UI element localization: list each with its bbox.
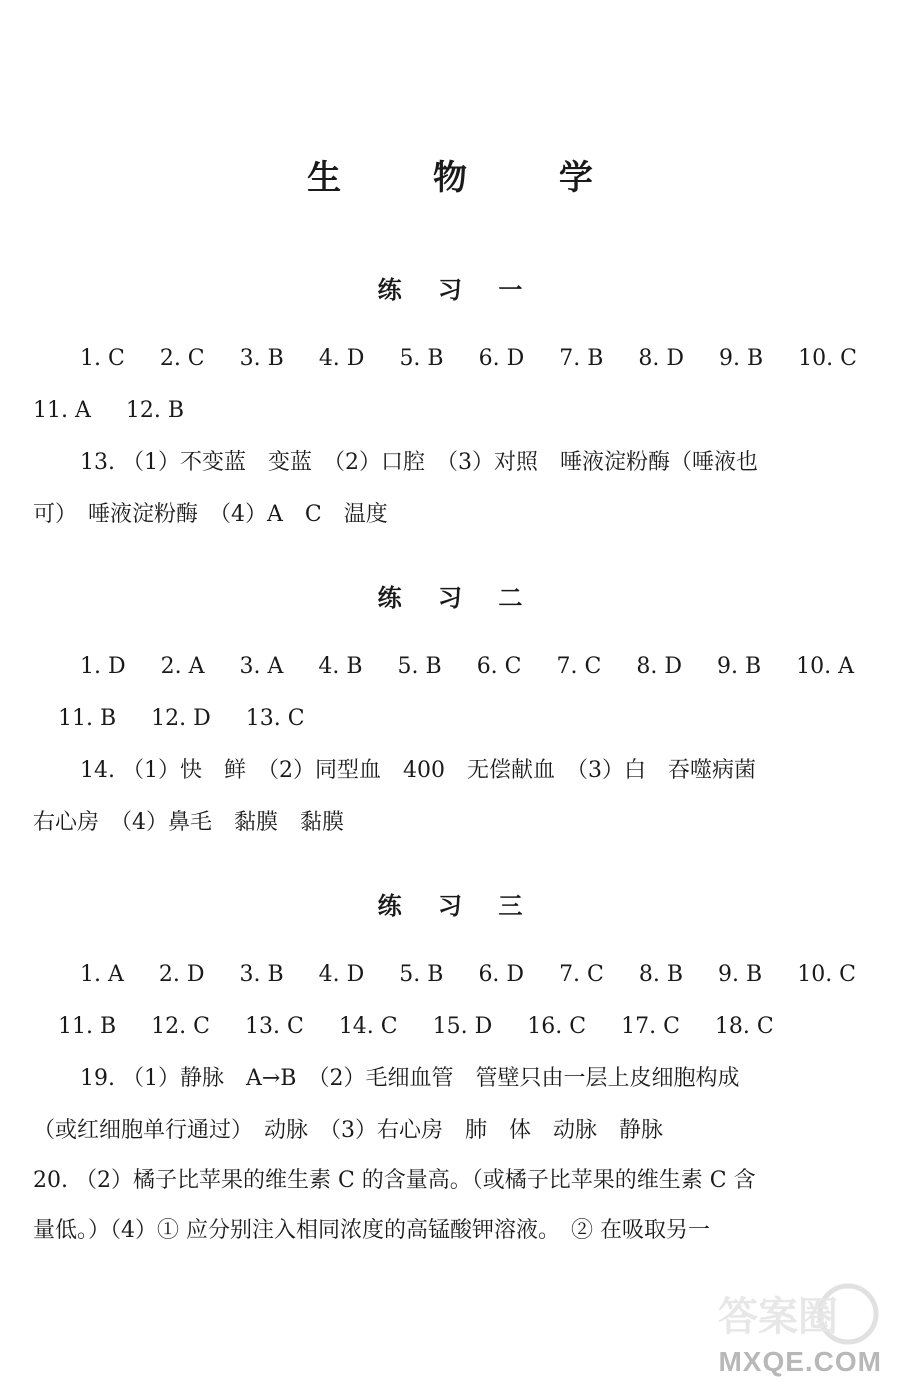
answer-item: 15. D	[432, 1014, 493, 1039]
answer-item: 4. D	[318, 962, 365, 987]
answer-item: 5. B	[399, 346, 444, 371]
answer-item: 6. C	[476, 654, 522, 679]
answer-item: 3. B	[239, 346, 284, 371]
answer-item: 7. B	[559, 346, 604, 371]
answer-item: 9. B	[716, 654, 762, 679]
section-heading-1: 练 习 一	[377, 275, 537, 304]
ex3-q20-line2: 量低。）（4）① 应分别注入相同浓度的高锰酸钾溶液。 ② 在吸取另一	[33, 1218, 710, 1243]
answer-item: 3. B	[239, 962, 284, 987]
ex2-q14-line2: 右心房 （4）鼻毛 黏膜 黏膜	[33, 810, 344, 835]
answer-item: 6. D	[478, 962, 525, 987]
answer-item: 5. B	[397, 654, 442, 679]
answer-item: 1. A	[80, 962, 124, 987]
answer-item: 13. C	[244, 1014, 304, 1039]
answer-item: 11. A	[33, 398, 91, 423]
ex2-answers-row1	[80, 656, 880, 678]
answer-item: 17. C	[621, 1014, 680, 1039]
answer-item: 2. A	[160, 654, 205, 679]
page-title: 生 物 学	[307, 158, 633, 198]
answer-item: 4. D	[318, 346, 365, 371]
answer-item: 16. C	[527, 1014, 587, 1039]
answer-item: 2. D	[158, 962, 205, 987]
answer-item: 5. B	[399, 962, 444, 987]
ex2-answers-row2	[58, 708, 858, 730]
answer-item: 1. D	[80, 654, 126, 679]
answer-item: 13. C	[245, 706, 305, 731]
answer-item: 8. D	[638, 346, 684, 371]
answer-item: 11. B	[58, 1014, 117, 1039]
ex3-q19-line1: 19. （1）静脉 A→B （2）毛细血管 管壁只由一层上皮细胞构成	[80, 1066, 740, 1091]
answer-item: 10. A	[796, 654, 854, 679]
answer-item: 14. C	[338, 1014, 398, 1039]
answer-item: 7. C	[559, 962, 604, 987]
watermark-url: MXQE.COM	[718, 1346, 882, 1377]
answer-item: 4. B	[318, 654, 363, 679]
answer-item: 10. C	[798, 346, 857, 371]
ex3-answers-row1	[80, 964, 880, 986]
answer-item: 12. D	[151, 706, 211, 731]
ex1-answers-row1	[80, 348, 880, 370]
ex3-q19-line2: （或红细胞单行通过） 动脉 （3）右心房 肺 体 动脉 静脉	[33, 1118, 663, 1143]
watermark-logo-text: 答案圈	[718, 1294, 838, 1340]
answer-item: 2. C	[159, 346, 205, 371]
answer-item: 10. C	[797, 962, 857, 987]
ex2-q14-line1: 14. （1）快 鲜 （2）同型血 400 无偿献血 （3）白 吞噬病菌	[80, 758, 756, 783]
answer-item: 7. C	[556, 654, 602, 679]
answer-item: 11. B	[58, 706, 117, 731]
answer-item: 12. B	[125, 398, 185, 423]
answer-item: 6. D	[478, 346, 525, 371]
answer-item: 3. A	[239, 654, 284, 679]
answer-item: 18. C	[714, 1014, 774, 1039]
ex1-q13-line1: 13. （1）不变蓝 变蓝 （2）口腔 （3）对照 唾液淀粉酶（唾液也	[80, 450, 758, 475]
ex3-answers-row2	[58, 1016, 858, 1038]
ex1-q13-line2: 可） 唾液淀粉酶 （4）A C 温度	[33, 502, 388, 527]
answer-item: 8. D	[636, 654, 682, 679]
section-heading-3: 练 习 三	[377, 891, 537, 920]
answer-item: 8. B	[638, 962, 684, 987]
ex3-q20-line1: 20. （2）橘子比苹果的维生素 C 的含量高。（或橘子比苹果的维生素 C 含	[33, 1168, 756, 1193]
answer-item: 9. B	[719, 346, 764, 371]
answer-item: 1. C	[80, 346, 125, 371]
section-heading-2: 练 习 二	[377, 583, 537, 612]
answer-item: 9. B	[718, 962, 763, 987]
ex1-answers-row2	[33, 400, 833, 422]
answer-item: 12. C	[151, 1014, 210, 1039]
